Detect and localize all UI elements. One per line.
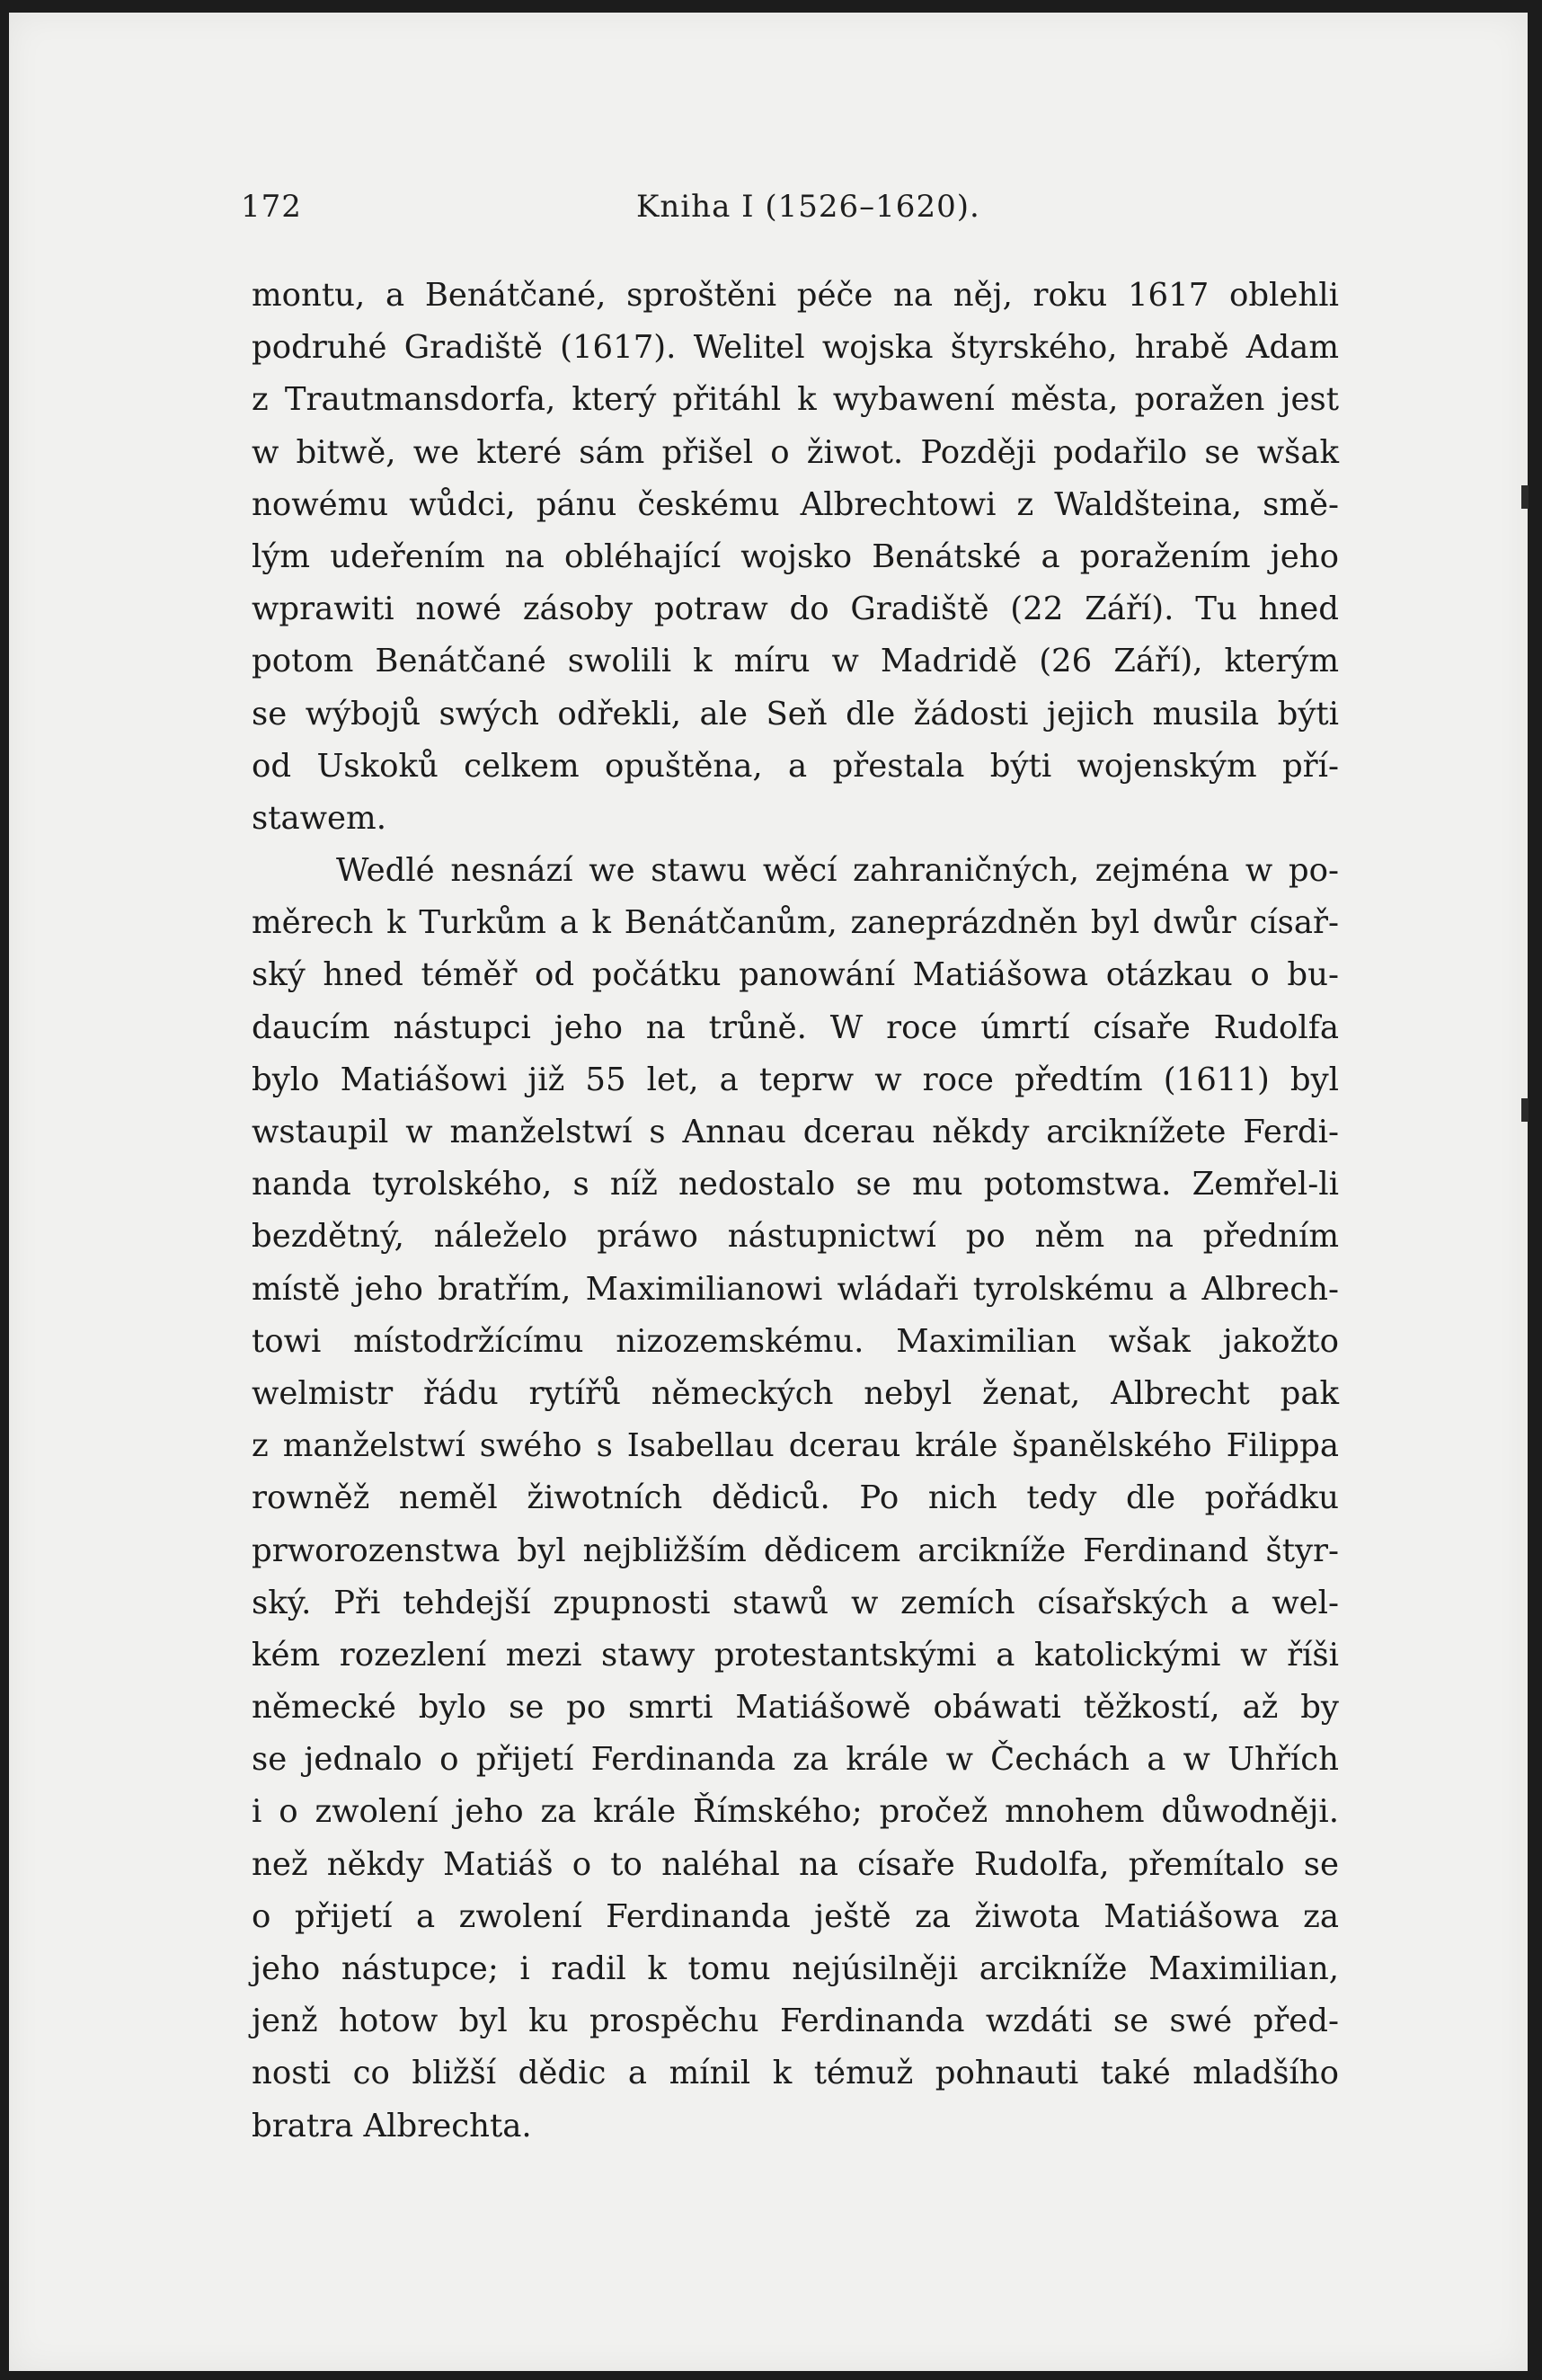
text-line: ský. Při tehdejší zpupnosti stawů w zemích císařských a wel- (252, 1584, 1339, 1621)
book-page (9, 13, 1528, 2371)
text-line: podruhé Gradiště (1617). Welitel wojska štyrského, hrabě Adam (252, 329, 1339, 367)
text-line: towi místodržícímu nizozemskému. Maximilian wšak jakožto (252, 1322, 1339, 1360)
paragraph (252, 845, 1339, 2153)
text-line: ský hned téměř od počátku panowání Matiášowa otázkau o bu- (252, 956, 1339, 994)
text-line: wprawiti nowé zásoby potraw do Gradiště (22 Září). Tu hned (252, 591, 1339, 628)
text-line: o přijetí a zwolení Ferdinanda ještě za žiwota Matiášowa za (252, 1897, 1339, 1935)
text-line: wstaupil w manželstwí s Annau dcerau někdy arciknížete Ferdi- (252, 1114, 1339, 1150)
text-line: z Trautmansdorfa, který přitáhl k wybawení města, poražen jest (252, 381, 1339, 419)
paragraph (252, 270, 1339, 845)
text-line: nosti co bližší dědic a mínil k témuž pohnauti také mladšího (252, 2055, 1339, 2092)
text-line: potom Benátčané swolili k míru w Madridě (26 Září), kterým (252, 643, 1339, 680)
margin-mark (1521, 485, 1529, 509)
text-line: se jednalo o přijetí Ferdinanda za krále w Čechách a w Uhřích (252, 1741, 1339, 1779)
text-line: jenž hotow byl ku prospěchu Ferdinanda wzdáti se swé před- (252, 2003, 1339, 2040)
page-number: 172 (241, 189, 302, 225)
text-line: se wýbojů swých odřekli, ale Seň dle žádosti jejich musila býti (252, 695, 1339, 733)
text-line: daucím nástupci jeho na trůně. W roce úmrtí císaře Rudolfa (252, 1008, 1339, 1046)
text-line: welmistr řádu rytířů německých nebyl ženat, Albrecht pak (252, 1374, 1339, 1412)
text-line: měrech k Turkům a k Benátčanům, zaneprázdněn byl dwůr císař- (252, 904, 1339, 942)
text-line: i o zwolení jeho za krále Římského; pročež mnohem důwodněji. (252, 1793, 1339, 1831)
text-line: německé bylo se po smrti Matiášowě obáwati těžkostí, až by (252, 1689, 1339, 1727)
text-line: bylo Matiášowi již 55 let, a teprw w roce předtím (1611) byl (252, 1061, 1339, 1098)
text-line: než někdy Matiáš o to naléhal na císaře Rudolfa, přemítalo se (252, 1845, 1339, 1883)
text-line: w bitwě, we které sám přišel o žiwot. Později podařilo se wšak (252, 433, 1339, 471)
running-head (241, 189, 1346, 234)
text-line: Wedlé nesnází we stawu wěcí zahraničných, zejména w po- (336, 852, 1339, 890)
text-line: bratra Albrechta. (252, 2107, 532, 2145)
text-line: kém rozezlení mezi stawy protestantskými a katolickými w říši (252, 1636, 1339, 1674)
text-line: montu, a Benátčané, sproštěni péče na něj, roku 1617 oblehli (252, 277, 1339, 314)
text-line: z manželstwí swého s Isabellau dcerau krále španělského Filippa (252, 1427, 1339, 1465)
text-line: nowému wůdci, pánu českému Albrechtowi z Waldšteina, smě- (252, 485, 1339, 523)
text-line: lým udeřením na obléhající wojsko Benátské a poražením jeho (252, 537, 1339, 575)
text-line: jeho nástupce; i radil k tomu nejúsilněji arcikníže Maximilian, (252, 1950, 1339, 1987)
text-line: rowněž neměl žiwotních dědiců. Po nich tedy dle pořádku (252, 1479, 1339, 1517)
text-line: prworozenstwa byl nejbližším dědicem arcikníže Ferdinand štyr- (252, 1532, 1339, 1569)
text-line: bezdětný, náleželo práwo nástupnictwí po něm na předním (252, 1218, 1339, 1256)
text-line: stawem. (252, 799, 386, 837)
book-title: Kniha I (1526–1620). (636, 189, 980, 225)
text-line: nanda tyrolského, s níž nedostalo se mu potomstwa. Zemřel-li (252, 1166, 1339, 1203)
text-line: místě jeho bratřím, Maximilianowi wládaři tyrolskému a Albrech- (252, 1270, 1339, 1308)
text-line: od Uskoků celkem opuštěna, a přestala býti wojenským pří- (252, 747, 1339, 785)
body-text (252, 270, 1339, 2153)
margin-mark (1521, 1098, 1529, 1122)
